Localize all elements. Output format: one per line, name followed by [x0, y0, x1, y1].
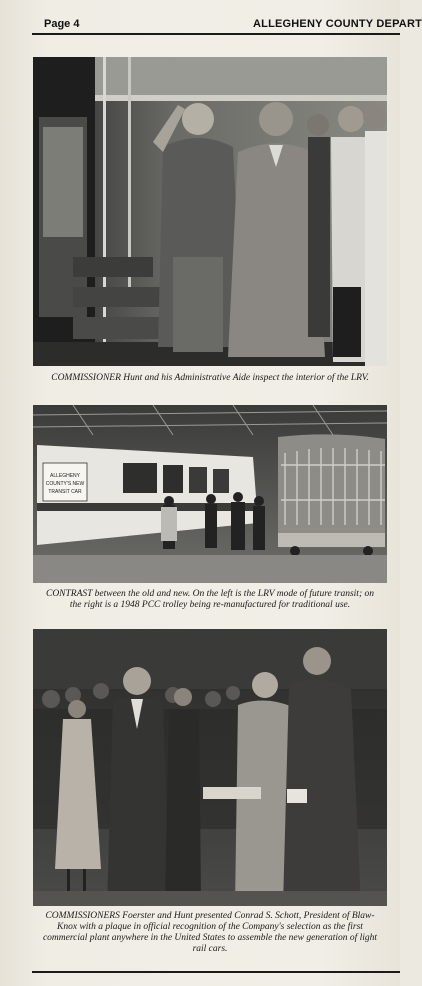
photo-old-and-new [33, 405, 387, 583]
svg-text:TRANSIT CAR: TRANSIT CAR [48, 489, 82, 495]
caption-photo-2: CONTRAST between the old and new. On the left is the LRV mode of future transit; on the right is a 1948 PCC trolley being re-manufactured for traditional use. [45, 589, 374, 610]
department-title: ALLEGHENY COUNTY DEPART [253, 18, 422, 30]
photo-plaque-presentation [33, 629, 387, 906]
header-rule [32, 33, 400, 35]
caption-photo-3: COMMISSIONERS Foerster and Hunt presented Conrad S. Schott, President of Blaw-Knox with a plaque in official recognition of the Company's selection as the first commercial plant anywhere in the United States to assemble the new generation of light rail cars. [42, 911, 378, 954]
page-header [0, 0, 422, 44]
photo-lrv-interior [33, 57, 387, 366]
svg-text:COUNTY'S NEW: COUNTY'S NEW [45, 481, 85, 487]
page-number: Page 4 [44, 18, 80, 30]
footer-rule [32, 971, 400, 973]
svg-text:ALLEGHENY: ALLEGHENY [49, 473, 81, 479]
caption-photo-1: COMMISSIONER Hunt and his Administrative Aide inspect the interior of the LRV. [51, 373, 369, 383]
